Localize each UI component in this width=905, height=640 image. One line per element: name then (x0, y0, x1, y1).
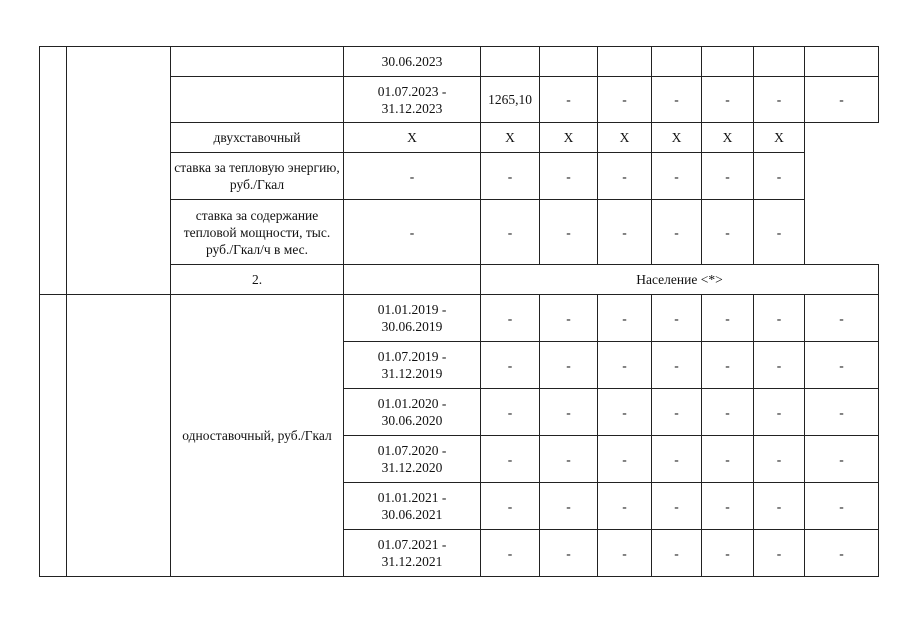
name-cell (67, 47, 171, 295)
value-cell: - (481, 389, 540, 436)
value-cell: - (702, 295, 754, 342)
section-number: 2. (171, 265, 344, 295)
number-cell (40, 295, 67, 577)
value-cell: - (702, 436, 754, 483)
value-cell: X (652, 123, 702, 153)
value-cell: - (598, 530, 652, 577)
value-cell: - (598, 153, 652, 200)
value-cell: - (652, 295, 702, 342)
value-cell: - (702, 483, 754, 530)
two-rate-label: двухставочный (171, 123, 344, 153)
value-cell: - (540, 530, 598, 577)
value-cell: - (481, 483, 540, 530)
value-cell: - (540, 153, 598, 200)
value-cell: - (598, 436, 652, 483)
value-cell (540, 47, 598, 77)
value-cell: X (598, 123, 652, 153)
value-cell: - (805, 389, 879, 436)
value-cell (805, 47, 879, 77)
value-cell: - (598, 483, 652, 530)
table-row (40, 295, 879, 342)
value-cell: - (754, 153, 805, 200)
value-cell: - (540, 342, 598, 389)
value-cell: - (652, 342, 702, 389)
value-cell: - (540, 295, 598, 342)
value-cell: - (540, 389, 598, 436)
value-cell (652, 47, 702, 77)
table-row (40, 47, 879, 77)
value-cell: - (702, 342, 754, 389)
period-cell: 01.01.2020 - 30.06.2020 (344, 389, 481, 436)
period-cell: 01.07.2020 - 31.12.2020 (344, 436, 481, 483)
section-name-cell (344, 265, 481, 295)
value-cell: - (540, 436, 598, 483)
table-body (40, 47, 879, 577)
period-cell: 01.07.2021 - 31.12.2021 (344, 530, 481, 577)
value-cell: - (652, 389, 702, 436)
value-cell: - (598, 77, 652, 123)
value-cell: - (344, 153, 481, 200)
value-cell: - (754, 295, 805, 342)
value-cell: - (344, 200, 481, 265)
capacity-rate-label: ставка за содержание тепловой мощности, тыс. руб./Гкал/ч в мес. (171, 200, 344, 265)
value-cell: - (805, 295, 879, 342)
value-cell: - (481, 436, 540, 483)
value-cell: - (805, 530, 879, 577)
value-cell: - (652, 153, 702, 200)
value-cell: - (481, 153, 540, 200)
value-cell: - (702, 530, 754, 577)
value-cell: - (481, 342, 540, 389)
section-title: Население <*> (481, 265, 879, 295)
value-cell: X (344, 123, 481, 153)
value-cell: - (652, 200, 702, 265)
value-cell: - (805, 342, 879, 389)
tariff-table (39, 46, 879, 577)
value-cell: - (598, 200, 652, 265)
label-cell (171, 77, 344, 123)
value-cell: - (754, 200, 805, 265)
period-cell: 01.07.2019 - 31.12.2019 (344, 342, 481, 389)
value-cell: - (540, 483, 598, 530)
period-cell: 01.01.2021 - 30.06.2021 (344, 483, 481, 530)
value-cell: X (481, 123, 540, 153)
value-cell: - (754, 530, 805, 577)
name-cell (67, 295, 171, 577)
value-cell: - (805, 483, 879, 530)
one-rate-label: одноставочный, руб./Гкал (171, 295, 344, 577)
value-cell: - (598, 389, 652, 436)
value-cell: - (652, 77, 702, 123)
value-cell: - (754, 436, 805, 483)
value-cell: - (754, 342, 805, 389)
value-cell: - (805, 436, 879, 483)
value-cell: - (652, 483, 702, 530)
period-cell: 30.06.2023 (344, 47, 481, 77)
value-cell: - (598, 342, 652, 389)
value-cell: - (702, 153, 754, 200)
value-cell: X (702, 123, 754, 153)
value-cell: - (598, 295, 652, 342)
number-cell (40, 47, 67, 295)
value-cell: - (754, 483, 805, 530)
value-cell: - (805, 77, 879, 123)
value-cell: X (540, 123, 598, 153)
value-cell: - (754, 77, 805, 123)
value-cell: - (702, 200, 754, 265)
value-cell: - (702, 77, 754, 123)
value-cell: 1265,10 (481, 77, 540, 123)
value-cell: - (481, 295, 540, 342)
value-cell (481, 47, 540, 77)
value-cell: - (481, 530, 540, 577)
value-cell: - (652, 530, 702, 577)
value-cell: - (754, 389, 805, 436)
value-cell: - (481, 200, 540, 265)
period-cell: 01.07.2023 - 31.12.2023 (344, 77, 481, 123)
period-cell: 01.01.2019 - 30.06.2019 (344, 295, 481, 342)
value-cell (754, 47, 805, 77)
label-cell (171, 47, 344, 77)
value-cell: X (754, 123, 805, 153)
value-cell: - (540, 77, 598, 123)
value-cell: - (652, 436, 702, 483)
value-cell: - (702, 389, 754, 436)
value-cell (702, 47, 754, 77)
heat-energy-rate-label: ставка за тепловую энергию, руб./Гкал (171, 153, 344, 200)
value-cell: - (540, 200, 598, 265)
value-cell (598, 47, 652, 77)
